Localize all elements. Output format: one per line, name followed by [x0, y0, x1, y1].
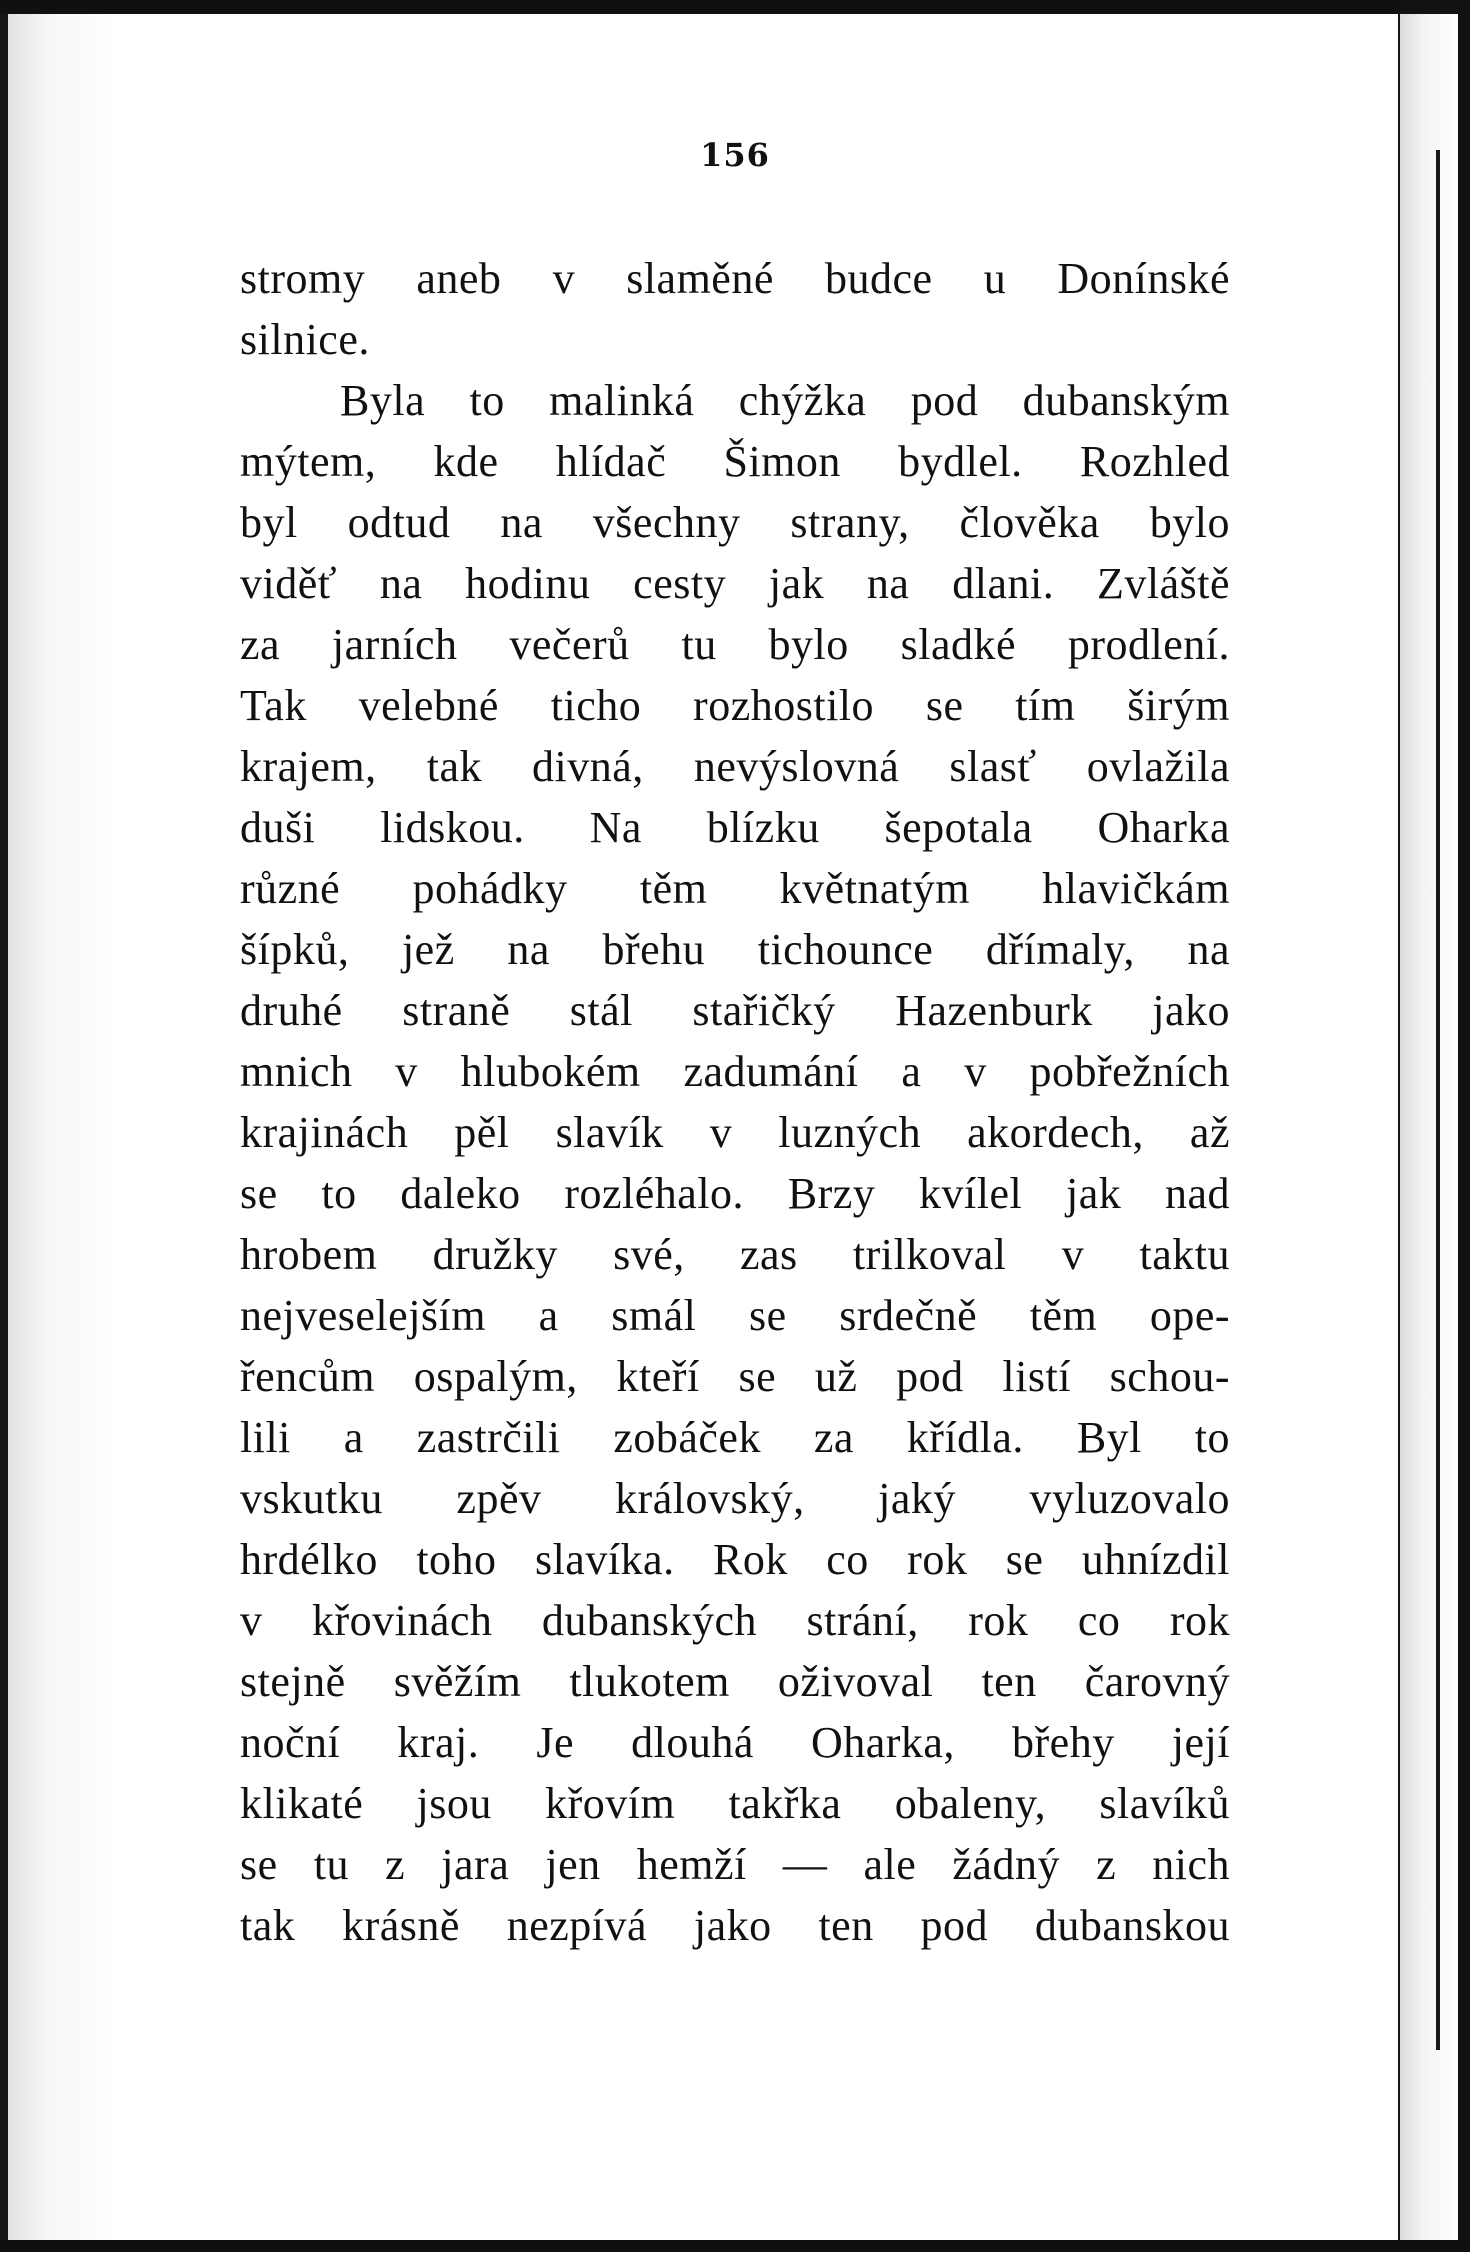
- text-line: silnice.: [240, 315, 370, 364]
- page-gutter-line: [1436, 150, 1440, 2050]
- text-line: za jarních večerů tu bylo sladké prodlení.: [240, 620, 1230, 669]
- text-line: řencům ospalým, kteří se už pod listí schou-: [240, 1352, 1230, 1401]
- text-line: v křovinách dubanských strání, rok co rok: [240, 1596, 1230, 1645]
- text-line: hrobem družky své, zas trilkoval v taktu: [240, 1230, 1230, 1279]
- text-line: stromy aneb v slaměné budce u Donínské: [240, 254, 1230, 303]
- text-line: viděť na hodinu cesty jak na dlani. Zvláště: [240, 559, 1230, 608]
- text-line: stejně svěžím tlukotem oživoval ten čarovný: [240, 1657, 1230, 1706]
- text-line: noční kraj. Je dlouhá Oharka, břehy její: [240, 1718, 1230, 1767]
- text-line: druhé straně stál stařičký Hazenburk jako: [240, 986, 1230, 1035]
- text-line: vskutku zpěv královský, jaký vyluzovalo: [240, 1474, 1230, 1523]
- text-line: se tu z jara jen hemží — ale žádný z nich: [240, 1840, 1230, 1889]
- text-line: Tak velebné ticho rozhostilo se tím širým: [240, 681, 1230, 730]
- text-line: hrdélko toho slavíka. Rok co rok se uhnízdil: [240, 1535, 1230, 1584]
- text-line: Byla to malinká chýžka pod dubanským: [340, 376, 1230, 425]
- text-line: klikaté jsou křovím takřka obaleny, slavíků: [240, 1779, 1230, 1828]
- scan-edge-top: [0, 0, 1470, 14]
- text-line: krajinách pěl slavík v luzných akordech, až: [240, 1108, 1230, 1157]
- text-line: lili a zastrčili zobáček za křídla. Byl to: [240, 1413, 1230, 1462]
- body-text: [240, 248, 1230, 1956]
- text-line: šípků, jež na břehu tichounce dřímaly, na: [240, 925, 1230, 974]
- facing-page-strip: [1400, 14, 1458, 2240]
- scan-edge-bottom: [0, 2240, 1470, 2252]
- text-line: mnich v hlubokém zadumání a v pobřežních: [240, 1047, 1230, 1096]
- text-line: se to daleko rozléhalo. Brzy kvílel jak nad: [240, 1169, 1230, 1218]
- text-line: nejveselejším a smál se srdečně těm ope-: [240, 1291, 1230, 1340]
- text-line: duši lidskou. Na blízku šepotala Oharka: [240, 803, 1230, 852]
- text-line: mýtem, kde hlídač Šimon bydlel. Rozhled: [240, 437, 1230, 486]
- text-line: tak krásně nezpívá jako ten pod dubanskou: [240, 1901, 1230, 1950]
- text-line: byl odtud na všechny strany, člověka bylo: [240, 498, 1230, 547]
- text-line: různé pohádky těm květnatým hlavičkám: [240, 864, 1230, 913]
- text-line: krajem, tak divná, nevýslovná slasť ovlažila: [240, 742, 1230, 791]
- page-number: 156: [700, 136, 770, 174]
